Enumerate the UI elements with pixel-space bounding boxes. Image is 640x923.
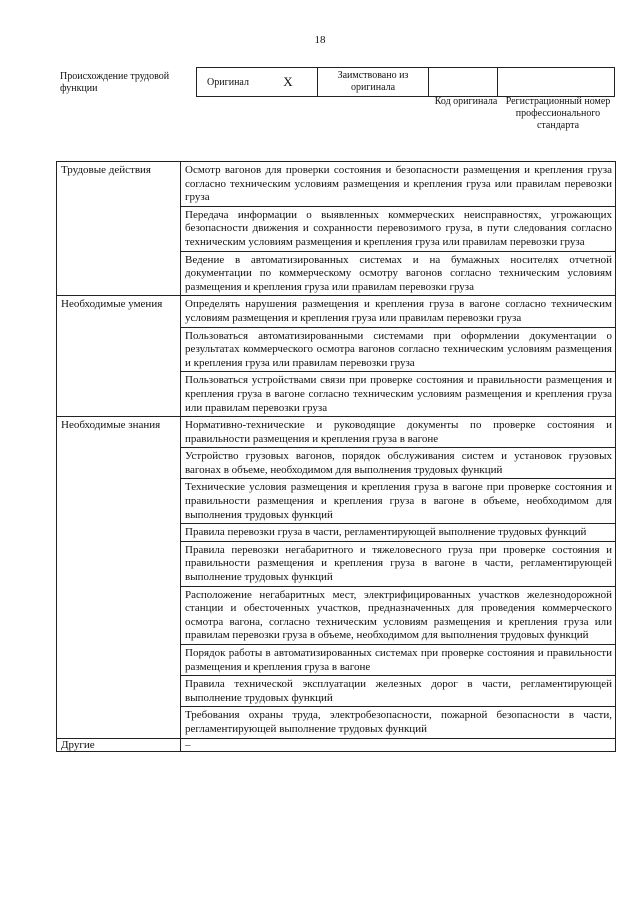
section-item: Правила перевозки груза в части, регламентирующей выполнение трудовых функций [181, 524, 616, 542]
original-mark: X [259, 68, 318, 97]
section-item: Требования охраны труда, электробезопасности, пожарной безопасности в части, регламентирующей выполнение трудовых функций [181, 707, 616, 738]
section-item: Технические условия размещения и крепления груза в вагоне при проверке состояния и правильности размещения и крепления груза в вагоне в объеме, необходимом для выполнения трудовых функций [181, 479, 616, 524]
table-row [57, 738, 616, 751]
section-item: Правила перевозки негабаритного и тяжеловесного груза при проверке состояния и правильности размещения и крепления груза в вагоне в части, регламентирующей выполнение трудовых функций [181, 541, 616, 586]
table-row [57, 417, 616, 448]
section-category: Трудовые действия [57, 162, 181, 296]
section-item: Ведение в автоматизированных системах и на бумажных носителях отчетной документации по коммерческому осмотру вагонов согласно техническим условиям размещения и крепления груза или правилам перевозки груза [181, 251, 616, 296]
original-code-cell [429, 68, 498, 97]
section-item: Правила технической эксплуатации железных дорог в части, регламентирующей выполнение трудовых функций [181, 676, 616, 707]
table-row [57, 162, 616, 207]
section-category: Необходимые знания [57, 417, 181, 738]
page-number: 18 [314, 34, 326, 46]
origin-label: Происхождение трудовой функции [60, 71, 170, 94]
section-category: Другие [57, 738, 181, 751]
section-item: Расположение негабаритных мест, электрифицированных участков железнодорожной станции и обесточенных участков, предназначенных для проведения коммерческого осмотра вагона, согласно техническим условиям размещения и крепления груза или правилам перевозки груза в объеме, необходимом для выполнения трудовых функций [181, 586, 616, 644]
section-item: Осмотр вагонов для проверки состояния и безопасности размещения и крепления груза согласно техническим условиям размещения и крепления груза или правилам перевозки груза [181, 162, 616, 207]
section-item: Устройство грузовых вагонов, порядок обслуживания систем и установок грузовых вагонах в объеме, необходимом для выполнения трудовых функций [181, 448, 616, 479]
section-item: Передача информации о выявленных коммерческих неисправностях, угрожающих безопасности движения и сохранности перевозимого груза, в пути следования согласно техническим условиям размещения и крепления груза или правилам перевозки груза [181, 206, 616, 251]
borrowed-label: Заимствовано из оригинала [318, 68, 429, 97]
section-item: Нормативно-технические и руководящие документы по проверке состояния и правильности размещения и крепления груза в вагоне [181, 417, 616, 448]
origin-table [196, 67, 615, 97]
section-item: Пользоваться автоматизированными системами при оформлении документации о результатах коммерческого осмотра вагонов согласно техническим условиям размещения и крепления груза или правилам перевозки груза [181, 327, 616, 372]
original-label: Оригинал [197, 68, 260, 97]
original-code-label: Код оригинала [434, 96, 498, 107]
section-category: Необходимые умения [57, 296, 181, 417]
registration-number-cell [498, 68, 615, 97]
table-row [57, 296, 616, 327]
labor-function-table [56, 161, 616, 752]
section-item: – [181, 738, 616, 751]
section-item: Порядок работы в автоматизированных системах при проверке состояния и правильности размещения и крепления груза в вагоне [181, 645, 616, 676]
section-item: Пользоваться устройствами связи при проверке состояния и правильности размещения и крепления груза в вагоне согласно техническим условиям размещения и крепления груза или правилам перевозки груза [181, 372, 616, 417]
section-item: Определять нарушения размещения и крепления груза в вагоне согласно техническим условиям размещения и крепления груза или правилам перевозки груза [181, 296, 616, 327]
registration-number-label: Регистрационный номер профессионального стандарта [505, 96, 611, 131]
